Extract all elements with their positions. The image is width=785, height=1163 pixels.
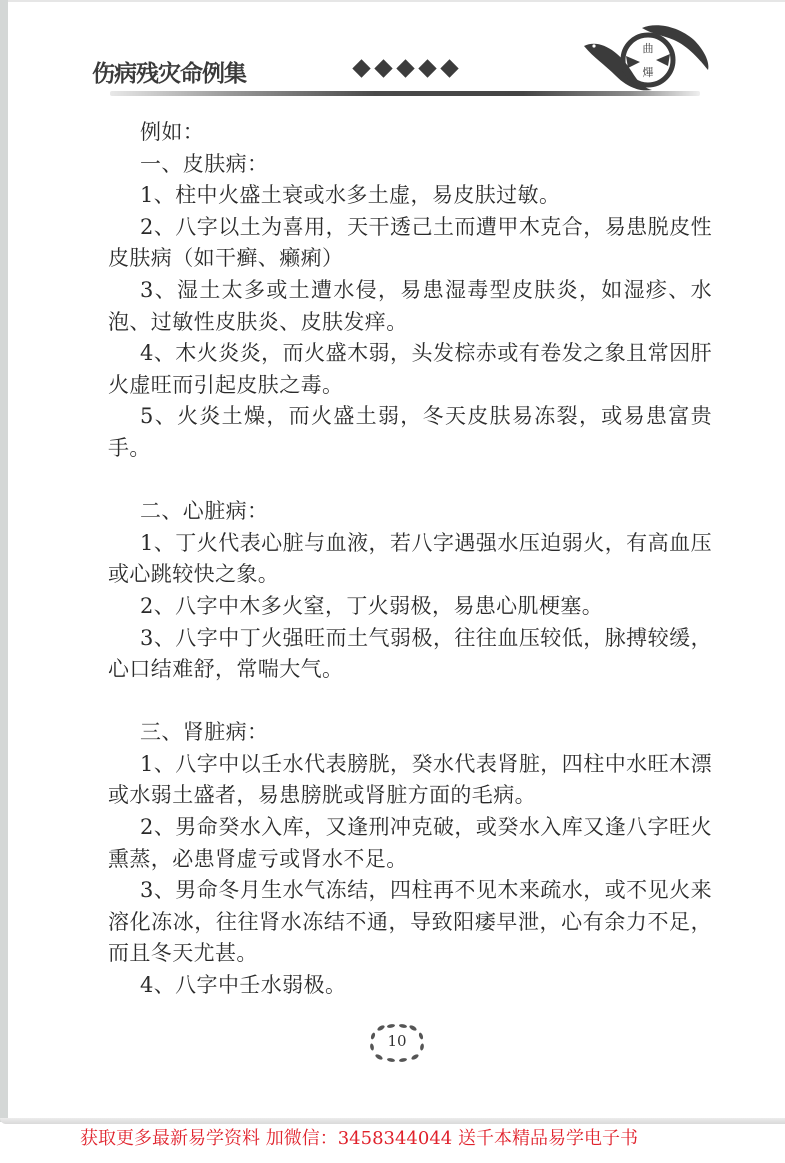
diamond-ornament xyxy=(353,59,458,78)
logo-char-bottom: 熚 xyxy=(642,66,654,79)
header-divider xyxy=(110,91,700,96)
list-item: 3、八字中丁火强旺而土气弱极，往往血压较低，脉搏较缓，心口结难舒，常喘大气。 xyxy=(108,625,712,682)
list-item: 3、湿土太多或土遭水侵，易患湿毒型皮肤炎，如湿疹、水泡、过敏性皮肤炎、皮肤发痒。 xyxy=(108,277,712,334)
list-item: 4、八字中壬水弱极。 xyxy=(140,973,347,998)
page-number: 10 xyxy=(387,1032,407,1050)
section-heading: 一、皮肤病： xyxy=(140,151,269,176)
page-left-edge xyxy=(0,0,8,1122)
running-title: 伤病残灾命例集 xyxy=(92,61,246,87)
intro-text: 例如： xyxy=(140,120,205,144)
diamond-icon xyxy=(440,59,458,77)
page-top-edge xyxy=(0,0,785,2)
section-heart-disease xyxy=(108,496,712,686)
list-item: 1、柱中火盛土衰或水多土虚，易皮肤过敏。 xyxy=(140,183,561,208)
twin-fish-logo-icon xyxy=(582,24,712,94)
list-item: 2、八字以土为喜用，天干透己土而遭甲木克合，易患脱皮性皮肤病（如干癣、癞痢） xyxy=(108,214,712,271)
logo-char-top: 曲 xyxy=(642,42,654,55)
section-heading: 二、心脏病： xyxy=(140,499,269,524)
page-number-badge xyxy=(367,1022,427,1064)
section-spacer xyxy=(108,686,712,718)
list-item: 3、男命冬月生水气冻结，四柱再不见木来疏水，或不见火来溶化冻冰，往往肾水冻结不通，导致阳痿早泄，心有余力不足，而且冬天尤甚。 xyxy=(108,878,712,966)
diamond-icon xyxy=(396,59,414,77)
list-item: 1、八字中以壬水代表膀胱，癸水代表肾脏，四柱中水旺木漂或水弱土盛者，易患膀胱或肾脏方面的毛病。 xyxy=(108,751,712,808)
section-skin-disease xyxy=(108,149,712,465)
diamond-icon xyxy=(418,59,436,77)
list-item: 4、木火炎炎，而火盛木弱，头发棕赤或有卷发之象且常因肝火虚旺而引起皮肤之毒。 xyxy=(108,341,712,397)
section-spacer xyxy=(108,465,712,497)
list-item: 5、火炎土燥，而火盛土弱，冬天皮肤易冻裂，或易患富贵手。 xyxy=(108,404,712,460)
page-body xyxy=(108,117,712,1002)
section-kidney-disease xyxy=(108,717,712,1001)
watermark-promo-text: 获取更多最新易学资料 加微信：3458344044 送千本精品易学电子书 xyxy=(80,1128,638,1149)
list-item: 2、男命癸水入库，又逢刑冲克破，或癸水入库又逢八字旺火熏蒸，必患肾虚亏或肾水不足。 xyxy=(108,815,712,871)
list-item: 1、丁火代表心脏与血液，若八字遇强水压迫弱火，有高血压或心跳较快之象。 xyxy=(108,530,712,587)
diamond-icon xyxy=(352,59,370,77)
section-heading: 三、肾脏病： xyxy=(140,720,269,745)
list-item: 2、八字中木多火窒，丁火弱极，易患心肌梗塞。 xyxy=(140,593,604,618)
diamond-icon xyxy=(374,59,392,77)
